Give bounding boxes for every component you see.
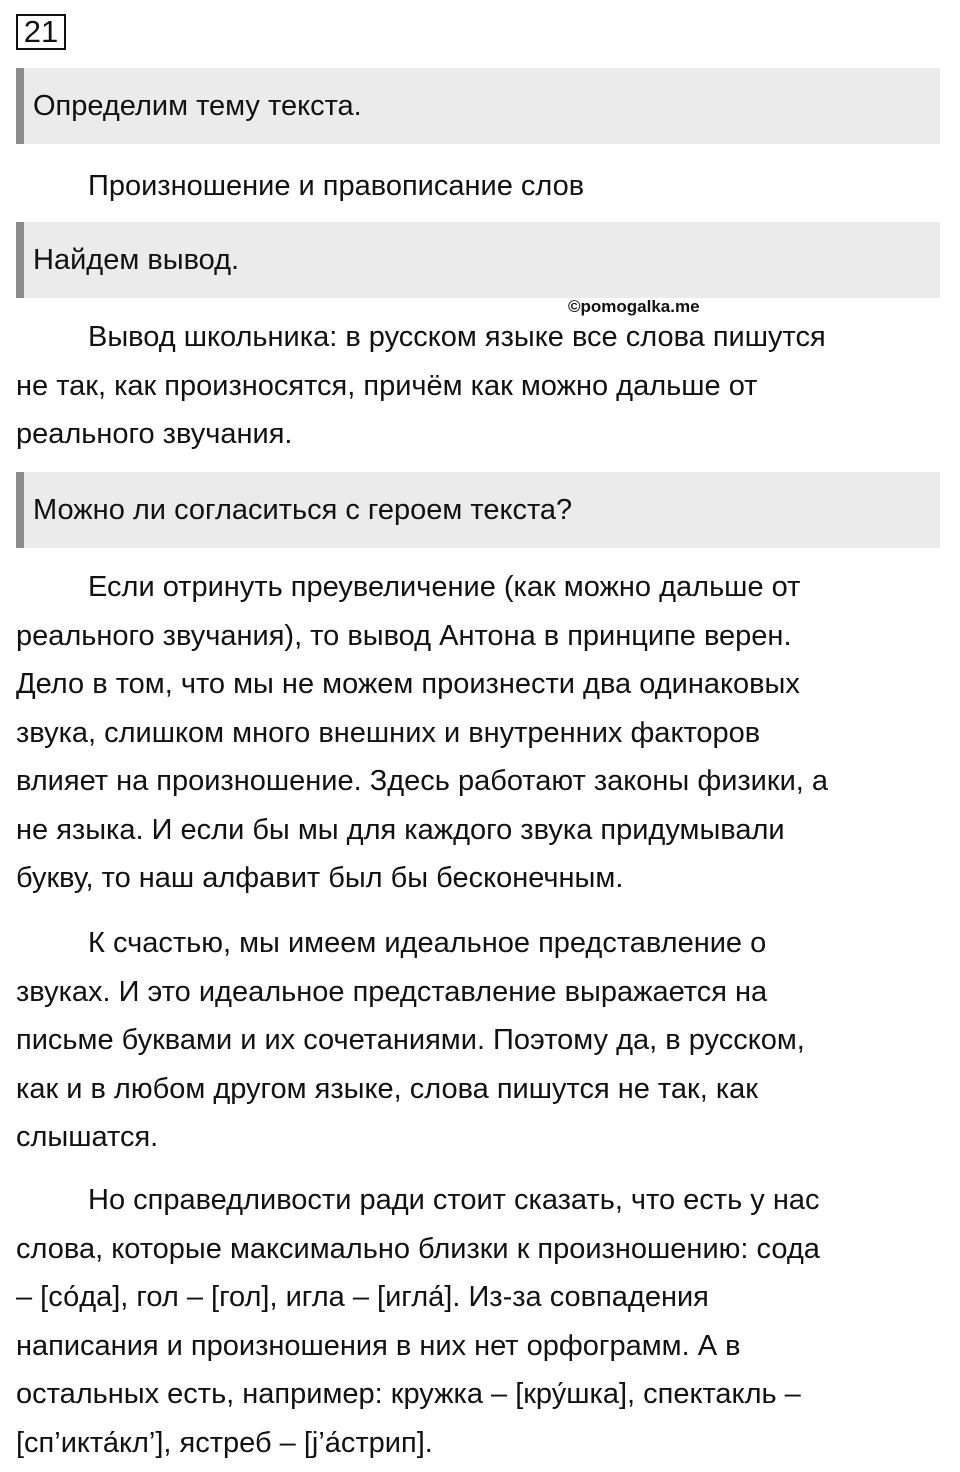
conclusion-paragraph: Вывод школьника: в русском языке все слова пишутся не так, как произносятся, причём как можно дальше от реального звучания. xyxy=(16,321,826,450)
task-number: 21 xyxy=(16,14,66,50)
heading-text: Найдем вывод. xyxy=(33,243,240,276)
section-heading-conclusion xyxy=(16,222,940,298)
body-paragraph-2: К счастью, мы имеем идеальное представление о звуках. И это идеальное представление выражается на письме буквами и их сочетаниями. Поэтому да, в русском, как и в любом другом языке, слова пишутся не так, как слышатся. xyxy=(16,927,805,1153)
section-heading-agree xyxy=(16,472,940,548)
body-paragraph-3: Но справедливости ради стоит сказать, что есть у нас слова, которые максимально близки к произношению: сода – [со́да], гол – [гол], игла – [игла́]. Из-за совпадения написания и произношения в них нет орфограмм. А в остальных есть, например: кружка – [кру́шка], спектакль – [сп’икта́кл’], ястреб – [j’а́стрип]. xyxy=(16,1184,820,1459)
topic-answer: Произношение и правописание слов xyxy=(88,170,585,202)
body-paragraph-1: Если отринуть преувеличение (как можно дальше от реального звучания), то вывод Антона в принципе верен. Дело в том, что мы не можем произнести два одинаковых звука, слишком много внешних и внутренних факторов влияет на произношение. Здесь работают законы физики, а не языка. И если бы мы для каждого звука придумывали букву, то наш алфавит был бы бесконечным. xyxy=(16,571,829,894)
watermark: ©pomogalka.me xyxy=(568,297,700,316)
heading-text: Можно ли согласиться с героем текста? xyxy=(33,493,573,526)
heading-text: Определим тему текста. xyxy=(33,89,362,122)
section-heading-topic xyxy=(16,68,940,144)
